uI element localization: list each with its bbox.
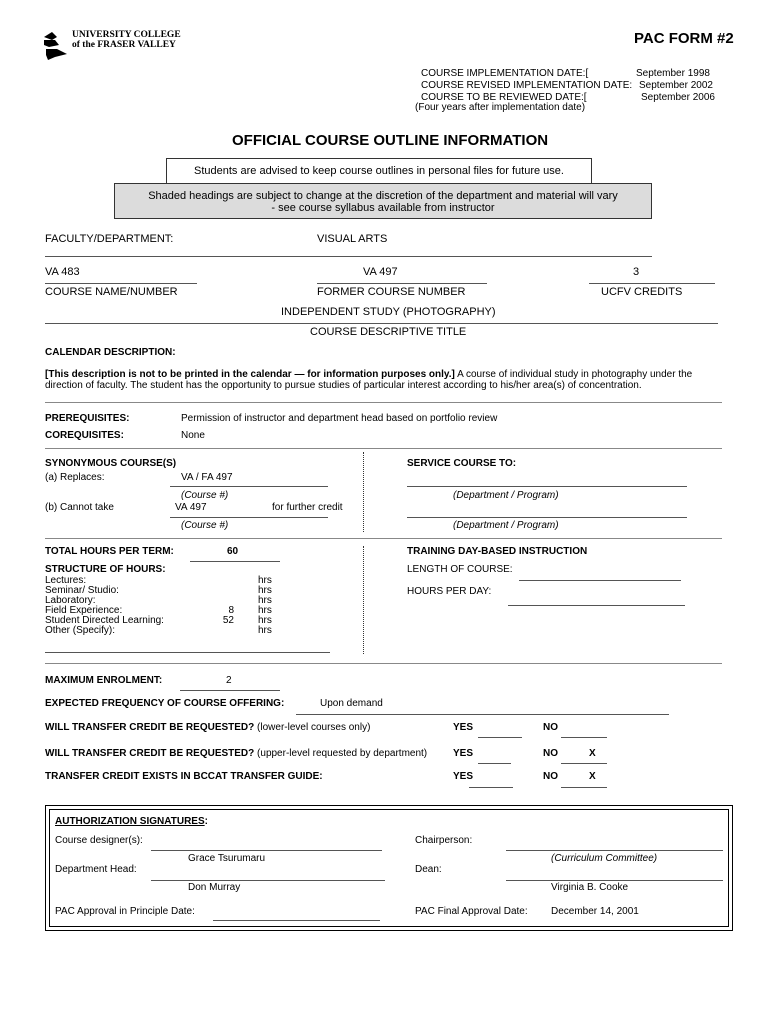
implementation-date-label: COURSE IMPLEMENTATION DATE:[	[421, 68, 589, 79]
column-divider-top	[363, 452, 364, 532]
transfer-upper-row	[45, 748, 427, 759]
transfer-upper-yes-rule	[478, 763, 511, 764]
calendar-text-2: direction of faculty. The student has the opportunity to pursue studies of particular interest according to his/her area(s) of concentration.	[45, 380, 642, 391]
hours-row-unit: hrs	[258, 575, 272, 586]
dept-head-label: Department Head:	[55, 864, 137, 875]
training-label: TRAINING DAY-BASED INSTRUCTION	[407, 546, 588, 557]
faculty-rule	[45, 256, 652, 257]
hours-row-value: 8	[228, 605, 234, 616]
column-divider-bottom	[363, 546, 364, 654]
chair-note: (Curriculum Committee)	[551, 853, 658, 864]
implementation-date-value: September 1998	[636, 68, 710, 79]
pac-final-label: PAC Final Approval Date:	[415, 906, 528, 917]
pac-principle-line	[213, 920, 380, 921]
transfer-lower-no-rule	[561, 737, 607, 738]
faculty-label: FACULTY/DEPARTMENT:	[45, 233, 174, 245]
credits-label: UCFV CREDITS	[601, 286, 683, 298]
hours-other-rule	[45, 652, 330, 653]
transfer-lower-yes: YES	[453, 722, 474, 733]
hours-table	[45, 576, 280, 636]
hours-row-unit: hrs	[258, 595, 272, 606]
signatures-colon: :	[204, 816, 208, 827]
designer-name: Grace Tsurumaru	[188, 853, 266, 864]
transfer-upper-no-rule	[561, 763, 607, 764]
hours-row	[45, 626, 280, 636]
hours-row-unit: hrs	[258, 585, 272, 596]
transfer-upper-note: (upper-level requested by department)	[257, 748, 428, 759]
dept-head-name: Don Murray	[188, 882, 241, 893]
replaces-label: (a) Replaces:	[45, 472, 105, 483]
prerequisites-label: PREREQUISITES:	[45, 413, 130, 424]
hours-per-day-label: HOURS PER DAY:	[407, 586, 492, 597]
structure-label: STRUCTURE OF HOURS:	[45, 564, 166, 575]
credits-value: 3	[633, 266, 640, 278]
institution-line1: UNIVERSITY COLLEGE	[72, 30, 181, 40]
course-title-rule	[45, 323, 718, 324]
synonymous-label: SYNONYMOUS COURSE(S)	[45, 458, 177, 469]
total-hours-label: TOTAL HOURS PER TERM:	[45, 546, 174, 557]
review-date-note: (Four years after implementation date)	[415, 102, 586, 113]
transfer-lower-label: WILL TRANSFER CREDIT BE REQUESTED?	[45, 722, 255, 733]
course-hint-b: (Course #)	[181, 520, 229, 531]
course-number-value: VA 483	[45, 266, 80, 278]
ucfv-logo-icon	[43, 31, 69, 61]
synonymous-section-rule	[45, 538, 722, 539]
corequisites-value: None	[181, 430, 205, 441]
hours-row-label: Other (Specify):	[45, 625, 116, 636]
advice-text: Students are advised to keep course outlines in personal files for future use.	[194, 165, 564, 177]
document-title: OFFICIAL COURSE OUTLINE INFORMATION	[232, 132, 549, 149]
transfer-upper-label: WILL TRANSFER CREDIT BE REQUESTED?	[45, 748, 255, 759]
hours-row-label: Field Experience:	[45, 605, 123, 616]
dean-name: Virginia B. Cooke	[551, 882, 629, 893]
chair-signature-line	[506, 850, 723, 851]
calendar-note: [This description is not to be printed in the calendar — for information purposes only.]	[45, 369, 455, 380]
pac-final-value: December 14, 2001	[551, 906, 639, 917]
bccat-label: TRANSFER CREDIT EXISTS IN BCCAT TRANSFER GUIDE:	[45, 771, 323, 782]
shaded-headings-notice	[114, 183, 652, 219]
advice-notice	[166, 158, 592, 184]
credits-rule	[589, 283, 715, 284]
further-credit: for further credit	[272, 502, 343, 513]
total-hours-value: 60	[227, 546, 239, 557]
transfer-upper-yes: YES	[453, 748, 474, 759]
designer-label: Course designer(s):	[55, 835, 143, 846]
frequency-label: EXPECTED FREQUENCY OF COURSE OFFERING:	[45, 698, 285, 709]
hours-row-label: Student Directed Learning:	[45, 615, 164, 626]
corequisites-label: COREQUISITES:	[45, 430, 124, 441]
dean-signature-line	[506, 880, 723, 881]
total-hours-rule	[190, 561, 280, 562]
course-title-value: INDEPENDENT STUDY (PHOTOGRAPHY)	[281, 306, 496, 318]
calendar-label: CALENDAR DESCRIPTION:	[45, 347, 176, 358]
bccat-yes: YES	[453, 771, 474, 782]
chair-label: Chairperson:	[415, 835, 473, 846]
review-date-value: September 2006	[641, 92, 715, 103]
transfer-lower-row	[45, 722, 370, 733]
cannot-take-rule	[170, 517, 328, 518]
hours-row-label: Seminar/ Studio:	[45, 585, 119, 596]
transfer-lower-note: (lower-level courses only)	[257, 722, 371, 733]
institution-name	[72, 30, 181, 50]
prerequisites-value: Permission of instructor and department head based on portfolio review	[181, 413, 498, 424]
hours-row-unit: hrs	[258, 615, 272, 626]
revised-date-label: COURSE REVISED IMPLEMENTATION DATE:	[421, 80, 633, 91]
length-rule	[519, 580, 681, 581]
hours-section-rule	[45, 663, 722, 664]
course-number-rule	[45, 283, 197, 284]
service-rule-a	[407, 486, 687, 487]
course-number-label: COURSE NAME/NUMBER	[45, 286, 178, 298]
faculty-value: VISUAL ARTS	[317, 233, 388, 245]
service-label: SERVICE COURSE TO:	[407, 458, 517, 469]
frequency-rule	[296, 714, 669, 715]
replaces-rule	[170, 486, 328, 487]
transfer-lower-no: NO	[543, 722, 558, 733]
bccat-no-rule	[561, 787, 607, 788]
review-date-label: COURSE TO BE REVIEWED DATE:[	[421, 92, 587, 103]
transfer-upper-no: NO	[543, 748, 558, 759]
pac-principle-label: PAC Approval in Principle Date:	[55, 906, 195, 917]
service-hint-a: (Department / Program)	[453, 490, 559, 501]
revised-date-value: September 2002	[639, 80, 713, 91]
signatures-heading	[55, 816, 208, 827]
former-course-label: FORMER COURSE NUMBER	[317, 286, 466, 298]
institution-line2: of the FRASER VALLEY	[72, 40, 176, 50]
calendar-rule	[45, 402, 722, 403]
bccat-no: NO	[543, 771, 558, 782]
transfer-upper-no-mark: X	[589, 748, 596, 759]
bccat-yes-rule	[469, 787, 513, 788]
hours-row-label: Lectures:	[45, 575, 87, 586]
dept-head-signature-line	[151, 880, 385, 881]
hours-row-unit: hrs	[258, 605, 272, 616]
hours-row-label: Laboratory:	[45, 595, 96, 606]
frequency-value: Upon demand	[320, 698, 383, 709]
course-title-label: COURSE DESCRIPTIVE TITLE	[310, 326, 467, 338]
form-id: PAC FORM #2	[634, 30, 734, 47]
service-hint-b: (Department / Program)	[453, 520, 559, 531]
cannot-take-label: (b) Cannot take	[45, 502, 114, 513]
signatures-label: AUTHORIZATION SIGNATURES	[55, 816, 205, 827]
former-course-value: VA 497	[363, 266, 398, 278]
course-hint-a: (Course #)	[181, 490, 229, 501]
shaded-notice-line1: Shaded headings are subject to change at the discretion of the department and material will vary	[148, 190, 618, 202]
requisites-rule	[45, 448, 722, 449]
max-enrolment-value: 2	[226, 675, 232, 686]
calendar-description	[45, 369, 692, 380]
hours-row-unit: hrs	[258, 625, 272, 636]
max-enrolment-rule	[180, 690, 280, 691]
cannot-take-value: VA 497	[175, 502, 207, 513]
designer-signature-line	[151, 850, 382, 851]
bccat-no-mark: X	[589, 771, 596, 782]
length-label: LENGTH OF COURSE:	[407, 564, 513, 575]
shaded-notice-line2: - see course syllabus available from instructor	[271, 202, 495, 214]
replaces-value: VA / FA 497	[181, 472, 233, 483]
dean-label: Dean:	[415, 864, 442, 875]
former-course-rule	[317, 283, 487, 284]
service-rule-b	[407, 517, 687, 518]
calendar-text-1: A course of individual study in photography under the	[454, 369, 693, 380]
hours-per-day-rule	[508, 605, 685, 606]
hours-row-value: 52	[222, 615, 234, 626]
transfer-lower-yes-rule	[478, 737, 522, 738]
max-enrolment-label: MAXIMUM ENROLMENT:	[45, 675, 163, 686]
ucfv-logo	[43, 31, 69, 61]
